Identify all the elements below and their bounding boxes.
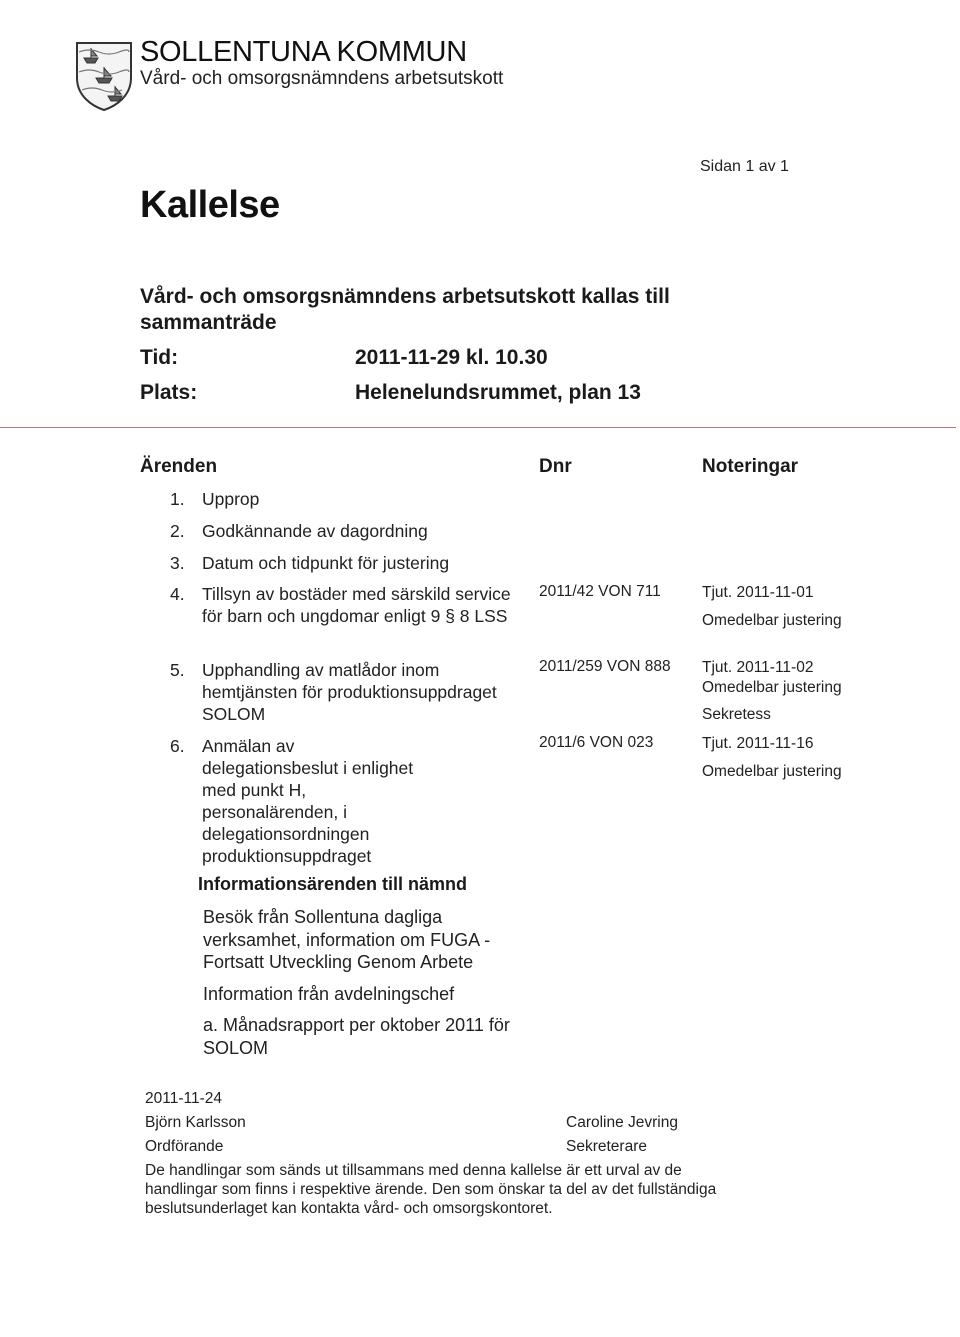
divider xyxy=(0,427,956,428)
agenda-item-notes xyxy=(702,658,842,725)
agenda-item-number: 6. xyxy=(170,736,185,756)
issue-date: 2011-11-24 xyxy=(145,1090,222,1107)
note-adjustment-date: Tjut. 2011-11-02 xyxy=(702,659,814,676)
information-item: a. Månadsrapport per oktober 2011 för SOLOM xyxy=(203,1015,510,1058)
agenda-header-dnr: Dnr xyxy=(539,456,572,477)
agenda-item-dnr: 2011/42 VON 711 xyxy=(539,583,661,600)
chair-role: Ordförande xyxy=(145,1138,224,1155)
note-adjustment-date: Tjut. 2011-11-16 xyxy=(702,735,814,752)
page-indicator: Sidan 1 av 1 xyxy=(700,158,789,175)
information-item: Information från avdelningschef xyxy=(203,984,455,1004)
agenda-header-items: Ärenden xyxy=(140,456,218,477)
agenda-item-number: 4. xyxy=(170,584,185,604)
document-title: Kallelse xyxy=(140,184,280,226)
agenda-item-title: Tillsyn av bostäder med särskild service för barn och ungdomar enligt 9 § 8 LSS xyxy=(202,584,511,626)
place-value: Helenelundsrummet, plan 13 xyxy=(355,381,641,404)
secretary-role: Sekreterare xyxy=(566,1138,647,1155)
agenda-item-notes xyxy=(702,734,842,782)
agenda-item-number: 1. xyxy=(170,489,185,509)
agenda-item-dnr: 2011/6 VON 023 xyxy=(539,734,654,751)
place-label: Plats: xyxy=(140,381,198,404)
agenda-item-dnr: 2011/259 VON 888 xyxy=(539,658,671,675)
agenda-item-title: Godkännande av dagordning xyxy=(202,521,428,541)
municipal-coat-of-arms-icon xyxy=(74,40,134,112)
chair-name: Björn Karlsson xyxy=(145,1114,246,1131)
agenda-item-title: Upprop xyxy=(202,489,260,509)
summons-text: Vård- och omsorgsnämndens arbetsutskott kallas till sammanträde xyxy=(140,285,670,334)
information-item: Besök från Sollentuna dagliga verksamhet, information om FUGA - Fortsatt Utveckling Genom Arbete xyxy=(203,907,491,972)
agenda-item-number: 3. xyxy=(170,553,185,573)
agenda-item-number: 2. xyxy=(170,521,185,541)
note-immediate-adjustment: Omedelbar justering xyxy=(702,763,842,780)
secretary-name: Caroline Jevring xyxy=(566,1114,678,1131)
committee-name: Vård- och omsorgsnämndens arbetsutskott xyxy=(140,68,504,89)
note-immediate-adjustment: Omedelbar justering xyxy=(702,612,842,629)
agenda-item-title: Upphandling av matlådor inom hemtjänsten för produktionsuppdraget SOLOM xyxy=(202,660,497,724)
disclaimer-text: De handlingar som sänds ut tillsammans med denna kallelse är ett urval av de handlingar som finns i respektive ärende. Den som önskar ta del av det fullständiga beslutsunderlaget kan kontakta vård- och omsorgskontoret. xyxy=(145,1162,717,1217)
agenda-item-number: 5. xyxy=(170,660,185,680)
agenda-header-notes: Noteringar xyxy=(702,456,799,477)
time-label: Tid: xyxy=(140,346,179,369)
note-adjustment-date: Tjut. 2011-11-01 xyxy=(702,584,814,601)
information-heading: Informationsärenden till nämnd xyxy=(198,874,468,894)
agenda-item-title: Datum och tidpunkt för justering xyxy=(202,553,450,573)
agenda-item-title: Anmälan av delegationsbeslut i enlighet med punkt H, personalärenden, i delegationsordningen produktionsuppdraget xyxy=(202,736,414,866)
time-value: 2011-11-29 kl. 10.30 xyxy=(355,346,548,369)
note-confidential: Sekretess xyxy=(702,706,771,723)
note-immediate-adjustment: Omedelbar justering xyxy=(702,679,842,696)
agenda-item-notes xyxy=(702,583,842,631)
organization-name: SOLLENTUNA KOMMUN xyxy=(140,36,467,68)
